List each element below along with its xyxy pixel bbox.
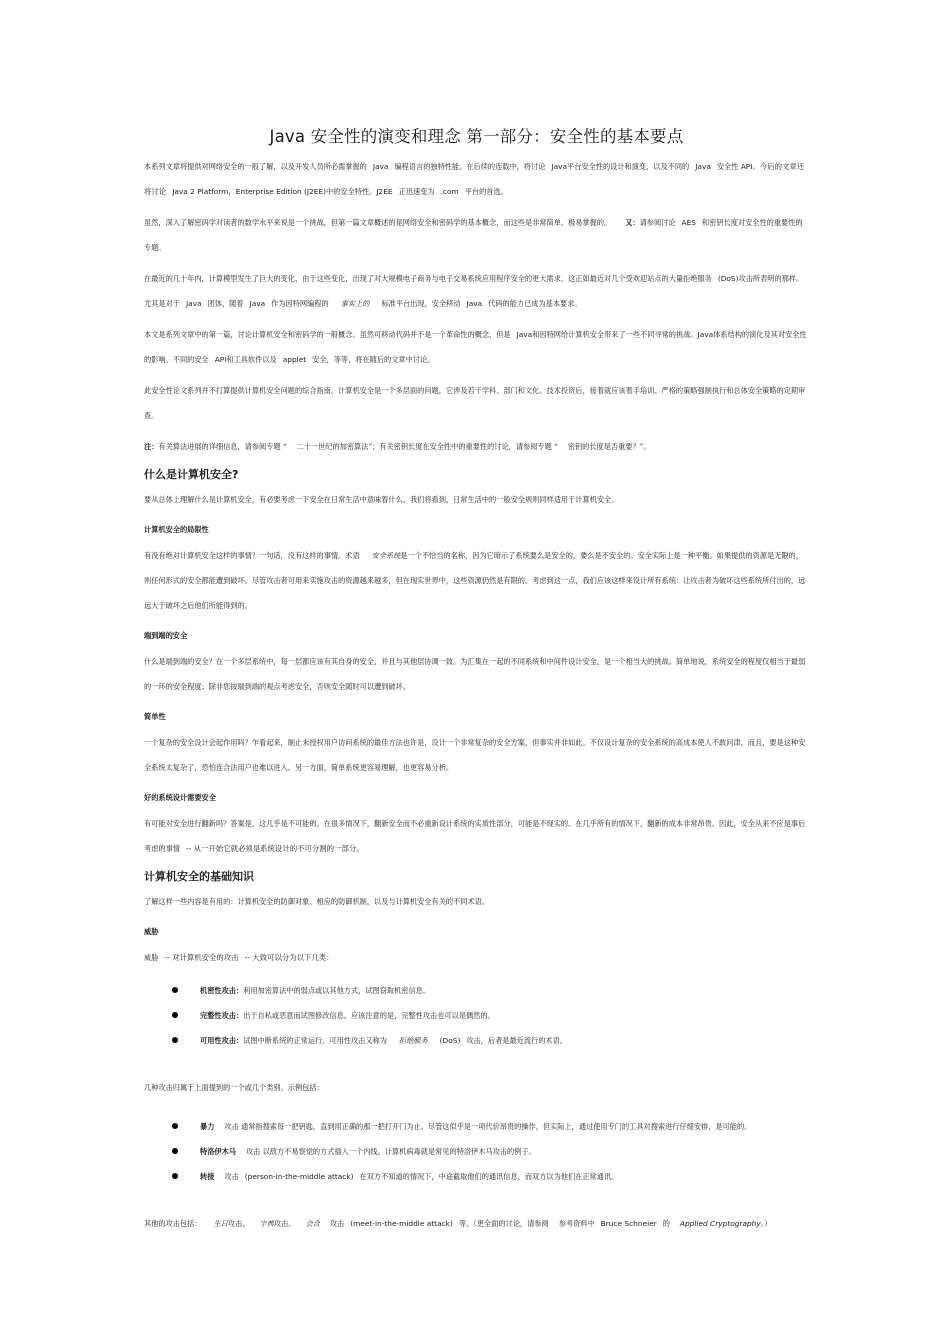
- text: applet: [282, 355, 307, 364]
- note-label: 注：: [144, 442, 159, 451]
- page-title: Java 安全性的演变和理念 第一部分：安全性的基本要点: [269, 127, 684, 146]
- text: Java: [551, 162, 568, 171]
- item-label: 特洛伊木马: [200, 1147, 236, 1156]
- bullet-icon: [172, 1123, 178, 1129]
- text: 正迅速变为: [398, 187, 435, 196]
- text: 平台的首选。: [464, 187, 508, 196]
- item-text: 攻击: [224, 1172, 239, 1181]
- subsection-heading: 计算机安全的局限性: [144, 525, 209, 534]
- text: 。）: [760, 1219, 772, 1228]
- item-label: 机密性攻击：: [200, 986, 244, 995]
- paragraph: 一个复杂的安全设计会起作用吗？乍看起来，制止未授权用户访问系统的最佳方法也许是，设计一个非常复杂的安全方案，但事实并非如此。不仅设计复杂的安全系统的高成本使人不敢问津，而且，要是这种安全系统太复杂了，恐怕连合法用户也难以进入。另一方面，简单系统更容易理解，也更容易分析。: [144, 738, 806, 772]
- text: 和工具软件以及: [226, 355, 277, 364]
- text: 本文是系列文章中的第一篇，讨论计算机安全和密码学的一般概念。虽然可移动代码并不是一个革命性的概念，但是: [144, 330, 511, 339]
- text: J2EE: [376, 187, 393, 196]
- item-label: 暴力: [200, 1122, 215, 1131]
- section-heading: 计算机安全的基础知识: [144, 870, 254, 883]
- text: 在最近的几十年内，计算模型发生了巨大的变化，由于这些变化，出现了对大规模电子商务与电子交易系统应用程序安全的更大需求，这正如最近对几个受欢迎站点的大量拒绝服务: [144, 274, 712, 283]
- text: 攻击、: [273, 1219, 296, 1228]
- text: Bruce Schneier: [600, 1219, 657, 1228]
- list-item: [172, 1114, 809, 1139]
- text: (DoS): [717, 274, 739, 283]
- bullet-icon: [172, 987, 178, 993]
- paragraph: [144, 811, 809, 861]
- text: 有关算法进展的详细信息，请参阅专题 “: [158, 442, 287, 451]
- text: Java 2 Platform，Enterprise Edition (J2EE): [172, 187, 327, 196]
- text: 安全性: [716, 162, 739, 171]
- subsection-heading: 简单性: [144, 712, 166, 721]
- text: 和因特网给计算机安全带来了一些不同寻常的挑战。: [532, 330, 698, 339]
- item-label: 转接: [200, 1172, 215, 1181]
- text: .com: [440, 187, 459, 196]
- list-item: [172, 1028, 809, 1053]
- text: ”。: [639, 442, 651, 451]
- paragraph: 什么是端到端的安全？在一个多层系统中，每一层都应该有其自身的安全，并且与其他层协调一致。为汇集在一起的不同系统和中间件设计安全，是一个相当大的挑战。简单地说，系统安全的程度仅相当于最弱的一环的安全程度；除非您按端到端的观点考虑安全，否则安全随时可以遭到破坏。: [144, 657, 806, 691]
- item-text: 试图中断系统的正常运行。可用性攻击又称为: [243, 1036, 387, 1045]
- link-text[interactable]: 参考资料中: [558, 1219, 595, 1228]
- text: 标准平台出现，安全移动: [381, 299, 461, 308]
- text: Java: [697, 330, 714, 339]
- text: 等。（更全面的讨论，请参阅: [458, 1219, 549, 1228]
- section-heading: 什么是计算机安全?: [144, 468, 239, 481]
- text: 其他的攻击包括：: [144, 1219, 202, 1228]
- bullet-icon: [172, 1012, 178, 1018]
- list-item: [172, 1139, 809, 1164]
- document-body: [144, 126, 809, 1242]
- list-item: [172, 1003, 809, 1028]
- item-emphasis: 拒绝服务: [398, 1036, 428, 1045]
- item-label: 可用性攻击：: [200, 1036, 244, 1045]
- text: 请参阅讨论: [639, 218, 676, 227]
- section-intro: 要从总体上理解什么是计算机安全，有必要考虑一下安全在日常生活中意味着什么。我们将看到，日常生活中的一般安全规则同样适用于计算机安全。: [144, 495, 619, 504]
- text: Applied Cryptography: [679, 1219, 761, 1228]
- paragraph: 几种攻击归属于上面提到的一个或几个类别。示例包括：: [144, 1083, 324, 1092]
- item-text: 攻击 以敌方不易察觉的方式插入一个内线。计算机病毒就是常见的特洛伊木马攻击的例子。: [245, 1147, 536, 1156]
- item-text: 攻击，后者是最近流行的术语。: [466, 1036, 567, 1045]
- text: Java: [185, 299, 202, 308]
- text: 有没有绝对计算机安全这样的事情？一句话，没有这样的事情。术语: [144, 551, 360, 560]
- text: Java: [249, 299, 266, 308]
- intro-paragraph-4: [144, 322, 809, 372]
- note-paragraph: [144, 434, 809, 459]
- text: 生日: [213, 1219, 228, 1228]
- intro-paragraph-2: [144, 210, 809, 260]
- list-item: [172, 1164, 809, 1189]
- subsection-heading: 端到端的安全: [144, 631, 188, 640]
- text: -- 大致可以分为以下几类：: [244, 953, 334, 962]
- text: 又：: [625, 218, 640, 227]
- text: 攻击: [329, 1219, 345, 1228]
- bullet-icon: [172, 1037, 178, 1043]
- text: 和密钥长度对安全性的重要性的专题。: [144, 218, 803, 252]
- item-text: (DoS): [439, 1036, 461, 1045]
- paragraph: [144, 543, 809, 618]
- text: 编程语言的独特性能。在后续的连载中，将讨论: [394, 162, 546, 171]
- text: Java: [372, 162, 389, 171]
- text: 体系结构的演化及其对安全性的影响、不同的安全: [144, 330, 807, 364]
- threat-category-list: [144, 978, 809, 1053]
- text: (meet-in-the-middle attack): [350, 1219, 453, 1228]
- list-item: [172, 978, 809, 1003]
- text: 作为因特网编程的: [271, 299, 329, 308]
- item-text: 在双方不知道的情况下，中途截取他们的通讯信息，而双方以为他们在正常通讯。: [359, 1172, 619, 1181]
- bullet-icon: [172, 1148, 178, 1154]
- intro-paragraph-1: [144, 154, 809, 204]
- text: 会合: [305, 1219, 320, 1228]
- item-text: 出于自私或恶意而试图修改信息。应该注意的是，完整性攻击也可以是偶然的。: [243, 1011, 495, 1020]
- bullet-icon: [172, 1173, 178, 1179]
- text: API: [214, 355, 227, 364]
- text: 安全系统: [371, 551, 401, 560]
- subsection-heading: 好的系统设计需要安全: [144, 793, 216, 802]
- text: 中的安全特性。: [326, 187, 377, 196]
- link-text[interactable]: 密钥的长度是否重要？: [567, 442, 640, 451]
- item-text: 利用加密算法中的弱点或以其他方式，试图窃取机密信息。: [243, 986, 431, 995]
- paragraph: [144, 945, 809, 970]
- paragraph: [144, 1211, 809, 1236]
- text: Java: [466, 299, 483, 308]
- attack-example-list: [144, 1114, 809, 1189]
- text: 攻击、: [227, 1219, 250, 1228]
- text: ”；有关密钥长度在安全性中的重要性的讨论，请参阅专题 “: [368, 442, 558, 451]
- text: 虽然，深入了解密码学对读者的数学水平来说是一个挑战，但第一篇文章概述的是网络安全和密码学的基本概念，而这些是非常简单、极易掌握的。: [144, 218, 612, 227]
- text: 代码的能力已成为基本要求。: [488, 299, 582, 308]
- item-label: 完整性攻击：: [200, 1011, 244, 1020]
- text: 事实上的: [340, 299, 370, 308]
- link-text[interactable]: 二十一世纪的加密算法: [296, 442, 369, 451]
- item-text: (person-in-the-middle attack): [244, 1172, 354, 1181]
- text: 安全，等等，将在随后的文章中讨论。: [312, 355, 435, 364]
- item-text: 攻击 通常指搜索每一把钥匙，直到用正确的那一把打开门为止。尽管这似乎是一项代价昂贵的操作，但实际上，通过使用专门的工具对搜索进行仔细安排，是可能的。: [224, 1122, 752, 1131]
- text: 字典: [259, 1219, 274, 1228]
- text: 有可能对安全进行翻新吗？答案是，这几乎是不可能的。在很多情况下，翻新安全而不必重新设计系统的实质性部分，可能是不现实的。在几乎所有的情况下，翻新的成本非常昂贵。因此，安全从来不应是事后考虑的事情: [144, 819, 806, 853]
- text: Java: [695, 162, 711, 171]
- text: -- 对计算机安全的攻击: [164, 953, 239, 962]
- text: 威胁: [144, 953, 159, 962]
- text: Java: [516, 330, 533, 339]
- intro-paragraph-5: 此安全性论文系列并不打算提供计算机安全问题的综合指南。计算机安全是一个多层面的问题，它涉及若干学科、部门和文化。技术投资后，接着就应该着手培训、严格的策略强制执行和总体安全策略的定期审查。: [144, 386, 806, 420]
- intro-paragraph-3: [144, 266, 809, 316]
- text: 本系列文章将提供对网络安全的一般了解，以及开发人员所必需掌握的: [144, 162, 367, 171]
- text: API。今后的文章还将讨论: [144, 162, 805, 196]
- text: 的: [662, 1219, 670, 1228]
- section-intro: 了解这样一些内容是有用的：计算机安全的防御对象、相应的防御机制，以及与计算机安全有关的不同术语。: [144, 897, 490, 906]
- text: 是一个不恰当的名称，因为它暗示了系统要么是安全的，要么是不安全的。安全实际上是一种平衡。如果提供的资源是无限的，则任何形式的安全都能遭到破坏。尽管攻击者可用来实施攻击的资源越来越多，但在现实世界中，这些资源仍然是有限的。考虑到这一点，我们应该这样来设计所有系统：让攻击者为破坏这些系统所付出的，远远大于破坏之后他们所能得到的。: [144, 551, 806, 610]
- text: 平台安全性的设计和演变，以及不同的: [567, 162, 690, 171]
- text: -- 从一开始它就必须是系统设计的不可分割的一部分。: [185, 844, 364, 853]
- text: 团体，随着: [207, 299, 244, 308]
- subsection-heading: 威胁: [144, 927, 159, 936]
- text: AES: [681, 218, 696, 227]
- text: 攻击所表明的那样。尤其是对于: [144, 274, 804, 308]
